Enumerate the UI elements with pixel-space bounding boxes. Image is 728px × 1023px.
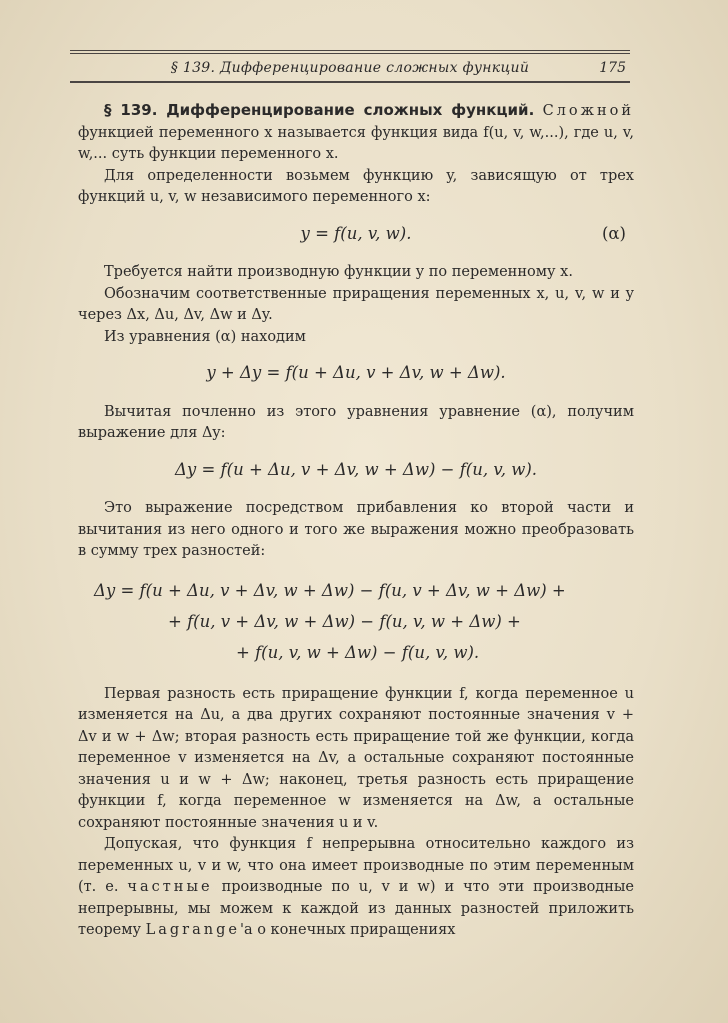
paragraph-9 [78,834,634,942]
paragraph-9-text-c: 'а о конечных приращениях [239,922,456,938]
equation-line-3: + f(u, v, w + Δw) − f(u, v, w). [236,642,480,662]
section-title: § 139. Дифференцирование сложных функций. [104,101,535,119]
paragraph-6: Вычитая почленно из этого уравнения уравнение (α), получим выражение для Δy: [78,403,634,441]
paragraph-9-text-b: производные по u, v и w) и что эти производные непрерывны, мы можем к каждой из данных разностей приложить теорему [78,879,635,938]
equation-line-1: Δy = f(u + Δu, v + Δv, w + Δw) − f(u, v + Δv, w + Δw) + [94,580,566,600]
paragraph-5: Из уравнения (α) находим [104,328,306,345]
paragraph-2: Для определенности возьмем функцию y, зависящую от трех функций u, v, w независимого переменного x: [78,167,634,205]
paragraph-1 [78,100,634,166]
lagrange-name: Lagrange [145,922,240,938]
paragraph-7: Это выражение посредством прибавления ко второй части и вычитания из него одного и того же выражения можно преобразовать в сумму трех разностей: [78,500,634,559]
paragraph-3: Требуется найти производную функции y по переменному x. [104,264,573,280]
paragraph-4: Обозначим соответственные приращения переменных x, u, v, w и y через Δx, Δu, Δv, Δw и Δy. [78,285,634,323]
running-head [70,50,630,83]
equation-three-differences [78,575,634,668]
equation-alpha-text: y = f(u, v, w). [300,223,412,243]
equation-line-2: + f(u, v + Δv, w + Δw) − f(u, v, w + Δw) + [168,611,521,631]
equation-delta-y: Δy = f(u + Δu, v + Δv, w + Δw) − f(u, v, w). [174,459,538,479]
equation-increment: y + Δy = f(u + Δu, v + Δv, w + Δw). [206,363,506,382]
equation-alpha [78,223,634,245]
emphasis-partial: частные [127,879,213,895]
paragraph-8: Первая разность есть приращение функции f, когда переменное u изменяется на Δu, а два других сохраняют постоянные значения v + Δv и w + Δw; вторая разность есть приращение той же функции, когда переменное v изменяется на Δv, а остальные сохраняют постоянные значения u и w + Δw; наконец, третья разность есть приращение функции f, когда переменное w изменяется на Δw, а остальные сохраняют постоянные значения u и v. [78,685,634,831]
page-number: 175 [599,60,626,76]
body-text [78,100,634,942]
running-head-title: § 139. Дифференцирование сложных функций [170,60,530,76]
paragraph-9-text-a: Допуская, что функция f непрерывна относительно каждого из переменных u, v и w, что она имеет производные по этим переменным (т. е. [78,836,634,895]
equation-label: (α) [601,223,626,243]
paragraph-1-text: функцией переменного x называется функция вида f(u, v, w,...), где u, v, w,... суть функции переменного x. [78,124,634,162]
emphasis-word: Сложной [542,103,635,119]
